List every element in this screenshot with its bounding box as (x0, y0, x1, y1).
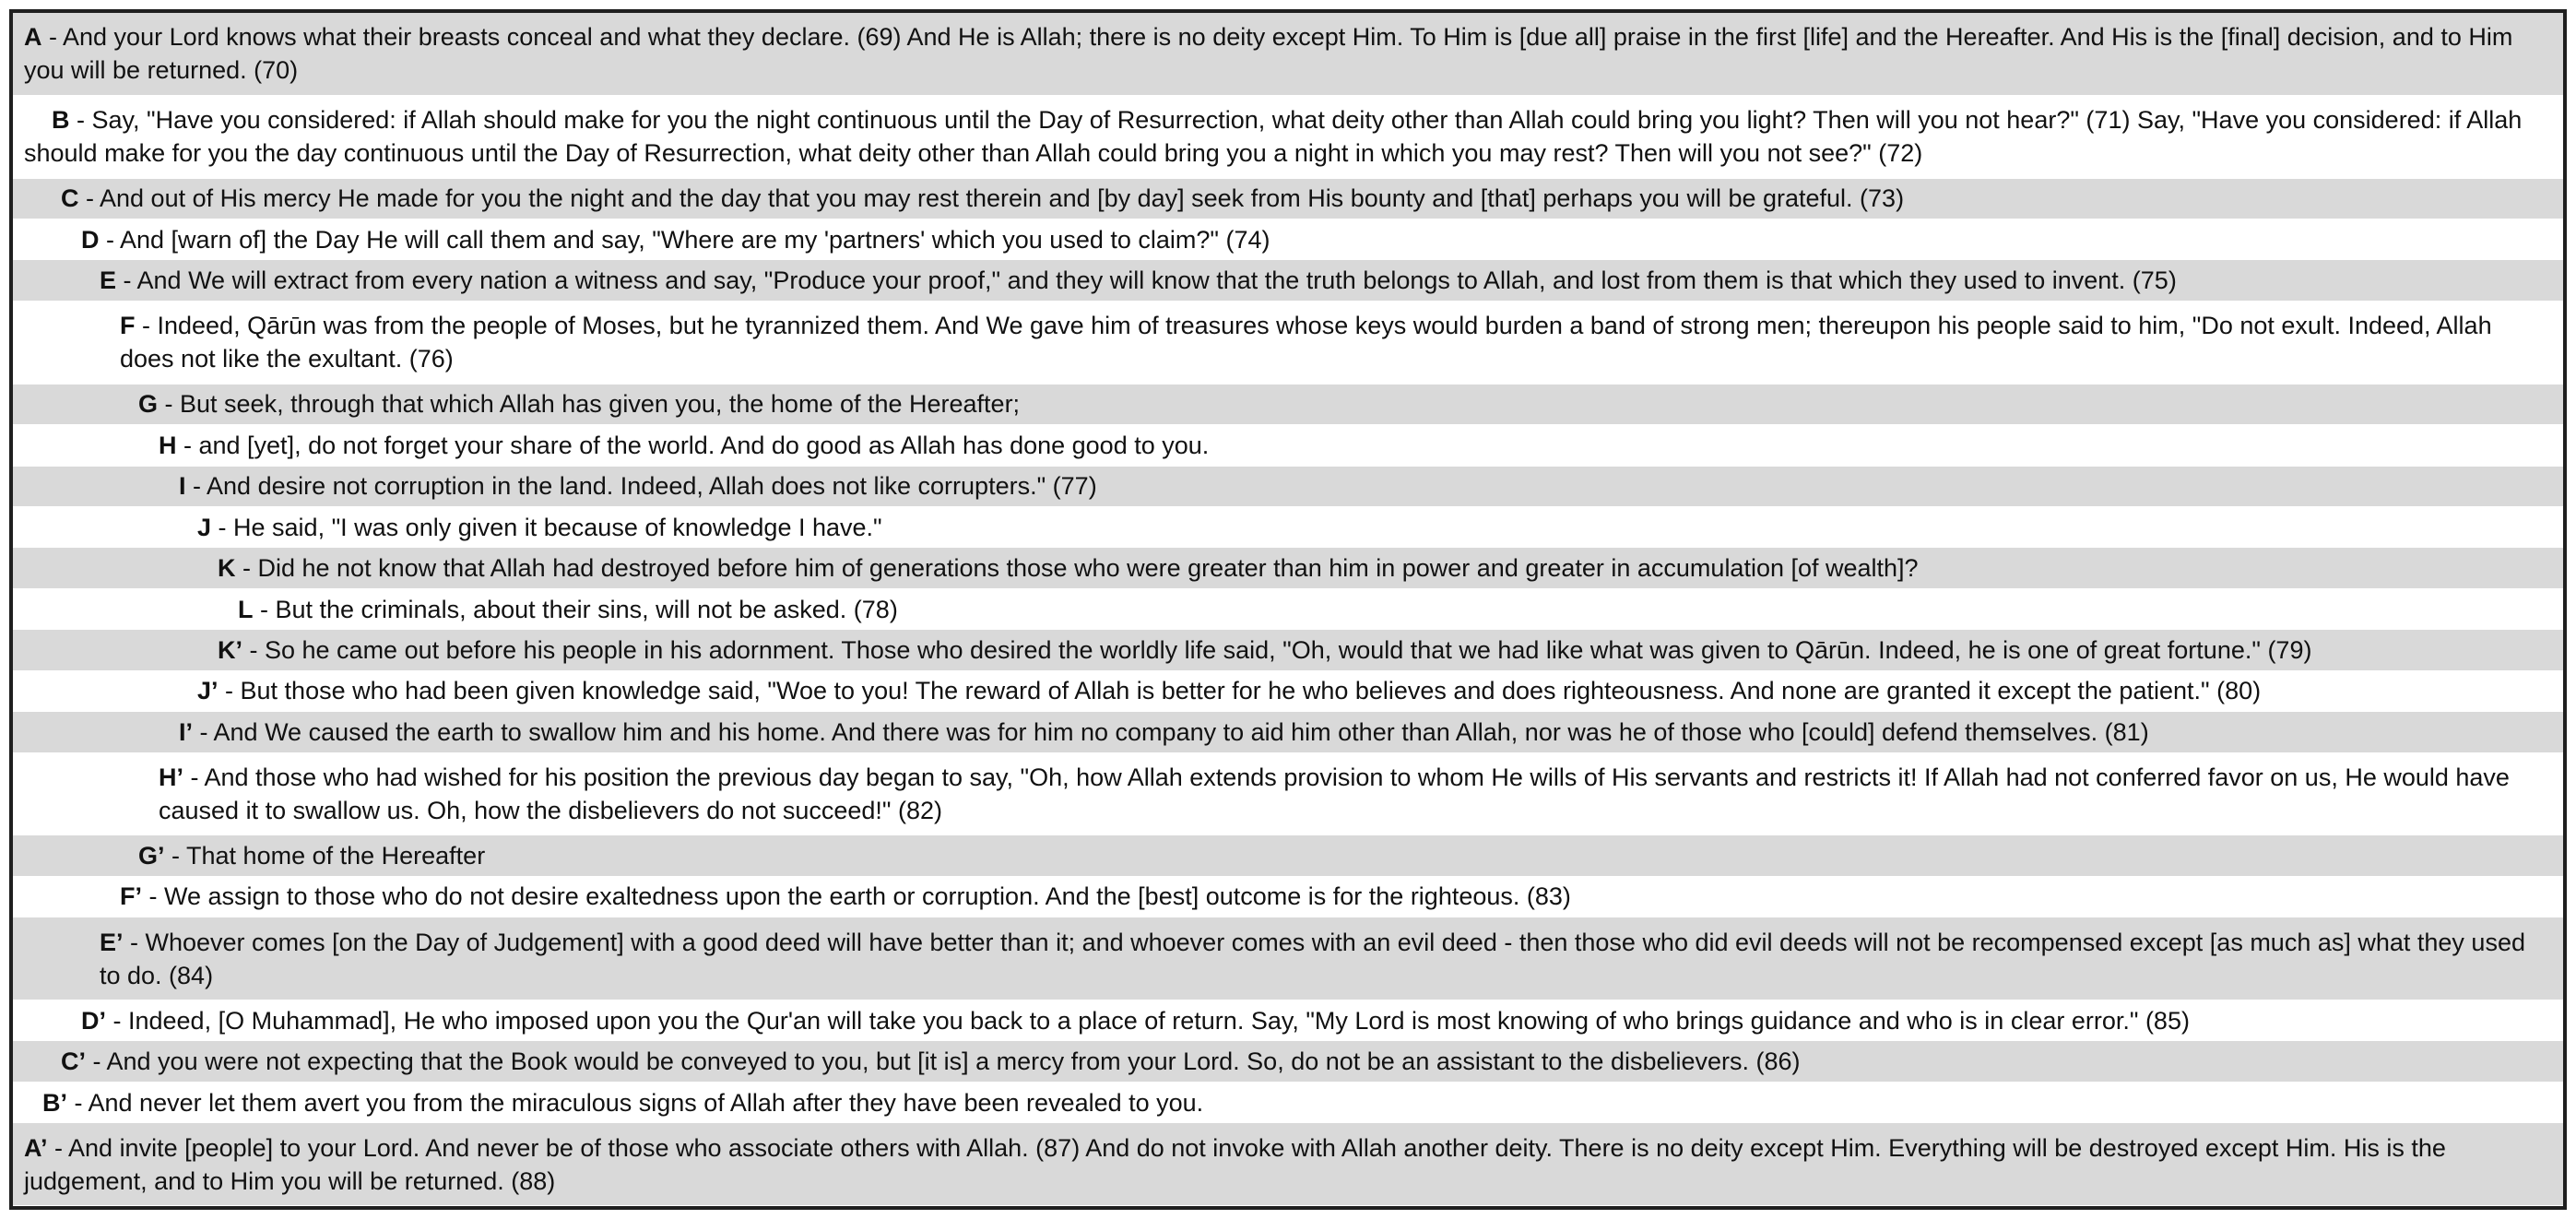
row-text (197, 674, 2261, 707)
table-row (13, 219, 2563, 260)
row-content: - We assign to those who do not desire exaltedness upon the earth or corruption. And the [best] outcome is for the righteous. (83) (142, 882, 1571, 911)
table-row (13, 425, 2563, 466)
table-row (13, 96, 2563, 179)
row-label: D (81, 225, 100, 254)
row-text (24, 103, 2546, 170)
row-text (81, 223, 1270, 256)
row-text (138, 387, 1020, 420)
row-content: - Whoever comes [on the Day of Judgement] with a good deed will have better than it; and whoever comes with an evil deed - then those who did evil deeds will not be recompensed except [as much as] what they used to do. (84) (100, 928, 2525, 989)
row-text (218, 633, 2311, 667)
table-row (13, 917, 2563, 1000)
row-content: - Did he not know that Allah had destroyed before him of generations those who were greater than him in power and greater in accumulation [of wealth]? (235, 554, 1919, 583)
row-label: E (100, 266, 117, 295)
row-text (100, 926, 2546, 992)
row-label: C’ (61, 1047, 86, 1076)
table-row (13, 1123, 2563, 1206)
row-content: - But the criminals, about their sins, will not be asked. (78) (253, 595, 898, 623)
row-text (81, 1004, 2190, 1037)
row-content: - And [warn of] the Day He will call them and say, "Where are my 'partners' which you used to claim?" (74) (99, 225, 1270, 254)
row-text (120, 309, 2546, 375)
row-content: - So he came out before his people in his adornment. Those who desired the worldly life said, "Oh, would that we had like what was given to Qārūn. Indeed, he is one of great fortune." (79) (242, 635, 2312, 664)
row-label: I (179, 472, 186, 501)
table-row (13, 630, 2563, 670)
row-content: - But seek, through that which Allah has given you, the home of the Hereafter; (158, 390, 1021, 419)
table-row (13, 385, 2563, 425)
table-row (13, 835, 2563, 876)
row-label: G’ (138, 842, 165, 870)
row-label: I’ (179, 717, 194, 746)
row-text (100, 264, 2177, 297)
row-text (61, 1045, 1801, 1078)
table-row (13, 467, 2563, 507)
row-label: B’ (42, 1088, 67, 1117)
row-label: K’ (218, 635, 242, 664)
row-content: - And those who had wished for his position the previous day began to say, "Oh, how Allah extends provision to whom He wills of His servants and restricts it! If Allah had not conferred favor on us, He would have caused it to swallow us. Oh, how the disbelievers do not succeed!" (82) (159, 763, 2510, 824)
row-content: - And never let them avert you from the miraculous signs of Allah after they have been revealed to you. (67, 1088, 1204, 1117)
row-label: F’ (120, 882, 142, 911)
row-label: J’ (197, 677, 219, 705)
row-content: - He said, "I was only given it because of knowledge I have." (211, 513, 882, 541)
row-text (159, 429, 1209, 462)
table-row (13, 13, 2563, 96)
row-label: B (52, 106, 70, 135)
row-text (138, 839, 485, 872)
row-content: - And your Lord knows what their breasts conceal and what they declare. (69) And He is Allah; there is no deity except Him. To Him is [due all] praise in the first [life] and the Hereafter. And His is the [final] decision, and to Him you will be returned. (70) (24, 23, 2513, 85)
table-row (13, 877, 2563, 917)
row-text (61, 182, 1904, 215)
table-row (13, 507, 2563, 548)
row-text (179, 716, 2149, 749)
table-row (13, 1083, 2563, 1123)
table-row (13, 302, 2563, 385)
row-content: - Indeed, Qārūn was from the people of Moses, but he tyrannized them. And We gave him of treasures whose keys would burden a band of strong men; thereupon his people said to him, "Do not exult. Indeed, Allah does not like the exultant. (76) (120, 312, 2492, 373)
row-content: - And out of His mercy He made for you the night and the day that you may rest therein and [by day] seek from His bounty and [that] perhaps you will be grateful. (73) (78, 184, 1905, 213)
table-row (13, 1000, 2563, 1041)
row-text (179, 469, 1097, 503)
row-content: - But those who had been given knowledge said, "Woe to you! The reward of Allah is better for he who believes and does righteousness. And none are granted it except the patient." (80) (218, 677, 2262, 705)
row-label: G (138, 390, 159, 419)
row-label: F (120, 312, 136, 340)
row-text (218, 551, 1919, 585)
row-label: A (24, 23, 42, 52)
table-row (13, 1041, 2563, 1082)
row-text (197, 511, 882, 544)
table-row (13, 712, 2563, 752)
row-text (42, 1086, 1203, 1119)
table-row (13, 179, 2563, 219)
row-text (238, 593, 898, 626)
row-text (24, 1131, 2546, 1198)
row-content: - And We caused the earth to swallow him and his home. And there was for him no company to aid him other than Allah, nor was he of those who [could] defend themselves. (81) (193, 717, 2149, 746)
row-text (24, 20, 2546, 87)
row-text (159, 761, 2546, 827)
row-label: D’ (81, 1006, 106, 1035)
row-label: K (218, 554, 236, 583)
row-content: - And you were not expecting that the Book would be conveyed to you, but [it is] a mercy from your Lord. So, do not be an assistant to the disbelievers. (86) (86, 1047, 1801, 1076)
row-label: C (61, 184, 79, 213)
row-text (120, 880, 1571, 913)
row-label: L (238, 595, 254, 623)
row-content: - That home of the Hereafter (164, 842, 486, 870)
row-content: - Indeed, [O Muhammad], He who imposed upon you the Qur'an will take you back to a place of return. Say, "My Lord is most knowing of who brings guidance and who is in clear error." (85) (106, 1006, 2190, 1035)
row-label: A’ (24, 1133, 48, 1162)
table-row (13, 671, 2563, 712)
row-label: E’ (100, 928, 124, 956)
row-content: - Say, "Have you considered: if Allah should make for you the night continuous until the Day of Resurrection, what deity other than Allah could bring you light? Then will you not hear?" (71) Say, "Have you considered: if Allah should make for you the day continuous until the Day of Resurrection, what deity other than Allah could bring you a night in which you may rest? Then will you not see?" (72) (24, 106, 2523, 168)
table-row (13, 753, 2563, 836)
row-label: H’ (159, 763, 183, 791)
row-label: J (197, 513, 212, 541)
row-content: - And invite [people] to your Lord. And never be of those who associate others with Allah. (87) And do not invoke with Allah another deity. There is no deity except Him. Everything will be destroyed except Him. His is the judgement, and to Him you will be returned. (88) (24, 1133, 2446, 1195)
chiasm-table (9, 9, 2567, 1210)
table-row (13, 548, 2563, 588)
row-content: - And desire not corruption in the land. Indeed, Allah does not like corrupters." (77) (185, 472, 1097, 501)
table-row (13, 589, 2563, 630)
table-row (13, 260, 2563, 301)
row-label: H (159, 431, 177, 459)
row-content: - and [yet], do not forget your share of the world. And do good as Allah has done good to you. (176, 431, 1210, 459)
row-content: - And We will extract from every nation a witness and say, "Produce your proof," and they will know that the truth belongs to Allah, and lost from them is that which they used to invent. (75) (116, 266, 2177, 295)
